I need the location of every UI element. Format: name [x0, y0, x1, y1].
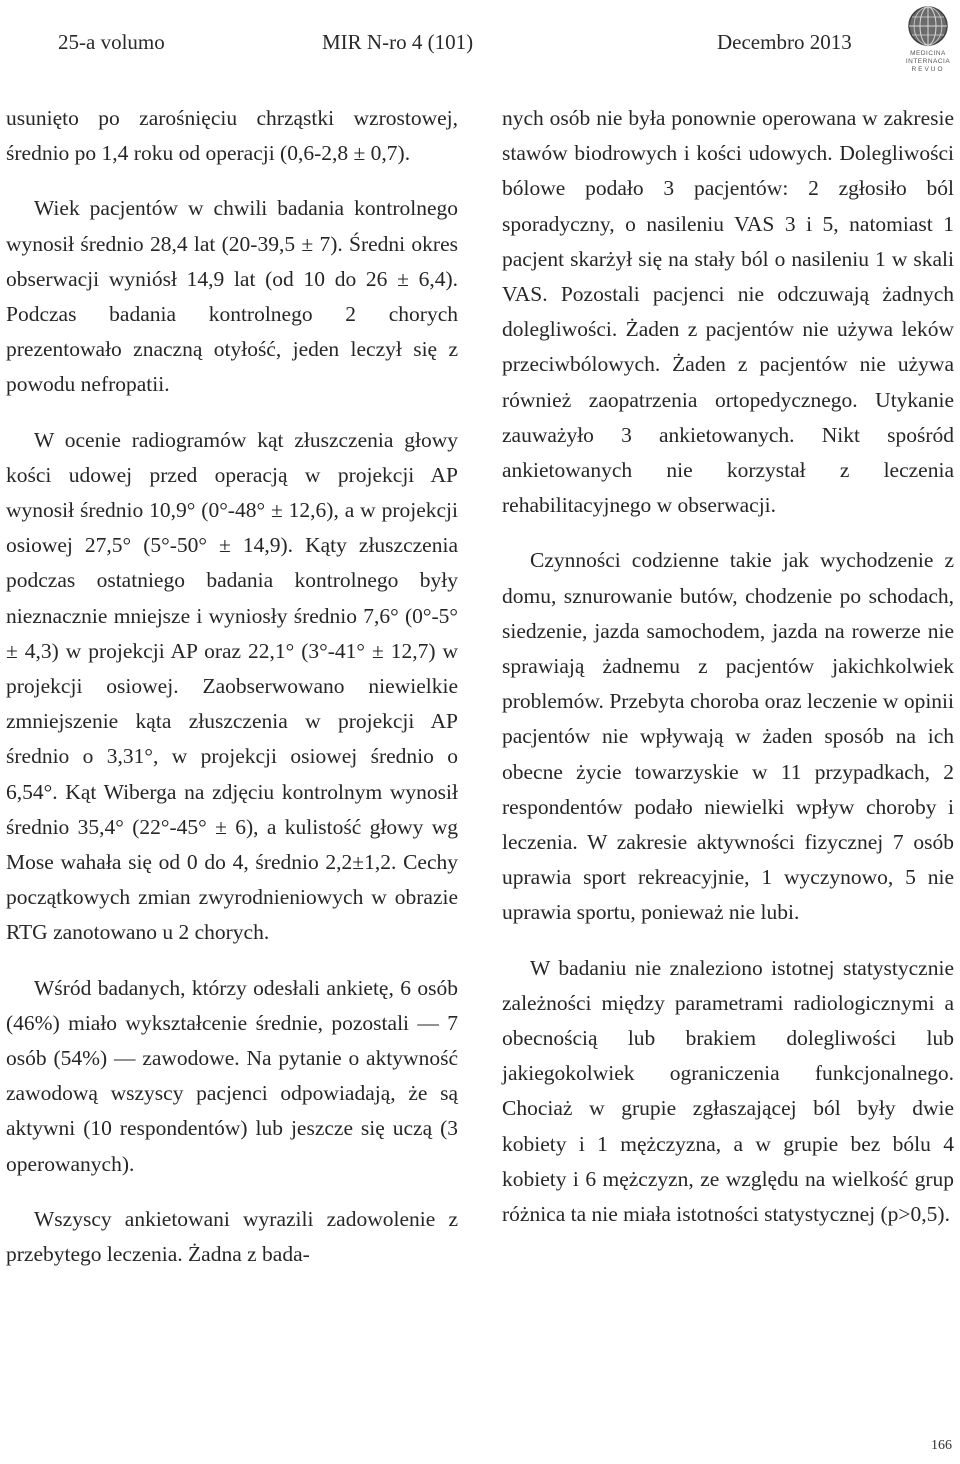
left-column — [6, 101, 458, 1292]
paragraph: nych osób nie była ponownie operowana w zakresie stawów biodrowych i kości udowych. Dolegliwości bólowe podało 3 pacjentów: 2 zgłosiło ból sporadyczny, o nasileniu VAS 3 i 5, natomiast 1 pacjent skarżył się na stały ból o nasileniu 1 w skali VAS. Pozostali pacjenci nie odczuwają żadnych dolegliwości. Żaden z pacjentów nie używa leków przeciwbólowych. Żaden z pacjentów nie używa również zaopatrzenia ortopedycznego. Utykanie zauważyło 3 ankietowanych. Nikt spośród ankietowanych nie korzystał z leczenia rehabilitacyjnego w obserwacji. — [502, 106, 954, 518]
logo-text-line-3: REVUO — [911, 66, 945, 73]
paragraph: Wiek pacjentów w chwili badania kontrolnego wynosił średnio 28,4 lat (20-39,5 ± 7). Średni okres obserwacji wyniósł 14,9 lat (od 10 do 26 ± 6,4). Podczas badania kontrolnego 2 chorych prezentowało znaczną otyłość, jeden leczył się z powodu nefropatii. — [6, 196, 458, 397]
right-column — [502, 101, 954, 1252]
paragraph: Wśród badanych, którzy odesłali ankietę, 6 osób (46%) miało wykształcenie średnie, pozostali — 7 osób (54%) — zawodowe. Na pytanie o aktywność zawodową wszyscy pacjenci odpowiadają, że są aktywni (10 respondentów) lub jeszcze się uczą (3 operowanych). — [6, 975, 458, 1176]
volume-label: 25-a volumo — [58, 30, 165, 54]
journal-issue-label: MIR N-ro 4 (101) — [322, 30, 474, 54]
journal-logo — [902, 4, 954, 76]
paragraph: W badaniu nie znaleziono istotnej statystycznie zależności między parametrami radiologicznymi a obecnością lub brakiem dolegliwości lub jakiegokolwiek ograniczenia funkcjonalnego. Chociaż w grupie zgłaszającej ból były dwie kobiety i 1 mężczyzna, a w grupie bez bólu 4 kobiety i 6 mężczyzn, ze względu na wielkość grup różnica ta nie miała istotności statystycznej (p>0,5). — [502, 955, 954, 1227]
page-header — [0, 0, 960, 90]
logo-text-line-1: MEDICINA — [910, 50, 946, 57]
paragraph: Czynności codzienne takie jak wychodzenie z domu, sznurowanie butów, chodzenie po schodach, siedzenie, jazda samochodem, jazda na rowerze nie sprawiają żadnemu z pacjentów jakichkolwiek problemów. Przebyta choroba oraz leczenie w opinii pacjentów nie wpływają w żaden sposób na ich obecne życie towarzyskie w 11 przypadkach, 2 respondentów podało niewielki wpływ choroby i leczenia. W zakresie aktywności fizycznej 7 osób uprawia sport rekreacyjnie, 1 wyczynowo, 5 nie uprawia sportu, ponieważ nie lubi. — [502, 548, 954, 925]
paragraph: W ocenie radiogramów kąt złuszczenia głowy kości udowej przed operacją w projekcji AP wynosił średnio 10,9° (0°-48° ± 12,6), a w projekcji osiowej 27,5° (5°-50° ± 14,9). Kąty złuszczenia podczas ostatniego badania kontrolnego były nieznacznie mniejsze i wyniosły średnio 7,6° (0°-5° ± 4,3) w projekcji AP oraz 22,1° (3°-41° ± 12,7) w projekcji osiowej. Zaobserwowano niewielkie zmniejszenie kąta złuszczenia w projekcji AP średnio o 3,31°, w projekcji osiowej średnio o 6,54°. Kąt Wiberga na zdjęciu kontrolnym wynosił średnio 35,4° (22°-45° ± 6), a kulistość głowy wg Mose wahała się od 0 do 4, średnio 2,2±1,2. Cechy początkowych zmian zwyrodnieniowych w obrazie RTG zanotowano u 2 chorych. — [6, 427, 458, 945]
paragraph: usunięto po zarośnięciu chrząstki wzrostowej, średnio po 1,4 roku od operacji (0,6-2,8 ± 0,7). — [6, 106, 458, 166]
issue-date-label: Decembro 2013 — [717, 30, 852, 54]
paragraph: Wszyscy ankietowani wyrazili zadowolenie z przebytego leczenia. Żadna z bada- — [6, 1206, 458, 1267]
logo-text-line-2: INTERNACIA — [905, 58, 951, 65]
globe-icon — [902, 4, 954, 48]
page-number: 166 — [931, 1438, 952, 1453]
